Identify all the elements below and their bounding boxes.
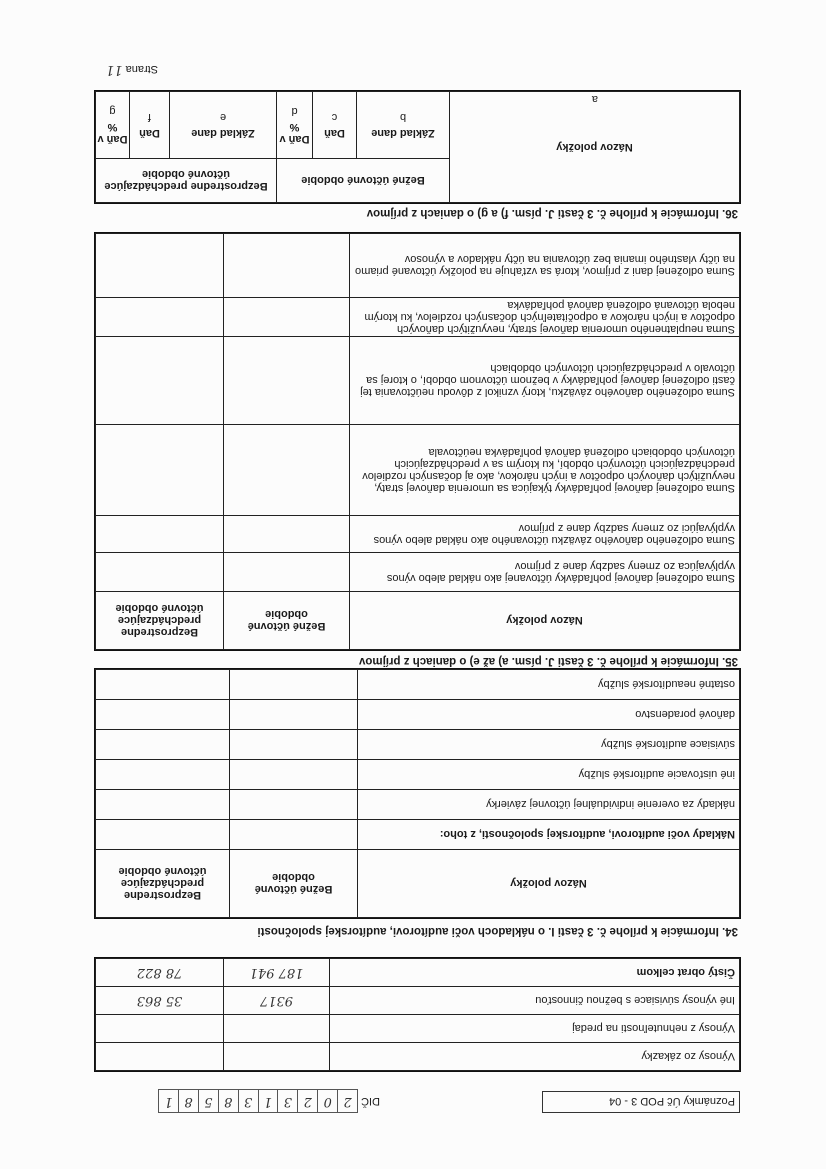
- table-row: [96, 790, 740, 820]
- subheader-label: Daň: [139, 127, 160, 139]
- current-value-cell[interactable]: [230, 730, 358, 760]
- row-label: Výnosy z nehnuteľnosti na predaj: [330, 1015, 740, 1043]
- current-value-cell[interactable]: [230, 760, 358, 790]
- previous-value-cell[interactable]: [96, 670, 230, 700]
- revenue-table: [95, 958, 740, 1071]
- table-row: [96, 670, 740, 700]
- dic-digit: 1: [258, 1089, 279, 1113]
- row-label: Suma odloženého daňového záväzku, ktorý vznikol z dôvodu neúčtovania tej časti odloženej daňovej pohľadávky v bežnom účtovnom období, o ktorej sa účtovalo v predchádzajúcich účtovných obdobiach: [350, 337, 740, 425]
- previous-value-cell[interactable]: [96, 730, 230, 760]
- previous-value-cell[interactable]: [96, 516, 224, 553]
- table-row: [96, 760, 740, 790]
- dic-label: DIČ: [361, 1095, 380, 1107]
- current-value-cell[interactable]: [224, 553, 350, 592]
- row-label: iné uisťovacie audítorské služby: [358, 760, 740, 790]
- col-header-name-label: Názov položky: [556, 141, 633, 153]
- previous-value-cell[interactable]: [96, 760, 230, 790]
- current-value-cell[interactable]: 187 941: [224, 959, 330, 987]
- dic-field: [159, 1089, 380, 1113]
- subheader-label: Daň v %: [279, 121, 310, 145]
- row-label: Suma odloženej dani z príjmov, ktorá sa vzťahuje na položky účtované priamo na účty vlastného imania bez účtovania na účty nákladov a výnosov: [350, 234, 740, 298]
- current-value-cell[interactable]: [230, 790, 358, 820]
- subheader-tax: [130, 92, 170, 159]
- previous-value-cell[interactable]: [96, 337, 224, 425]
- previous-value-cell[interactable]: [96, 1043, 224, 1071]
- subheader-rate: [277, 92, 313, 159]
- column-letter: e: [219, 111, 227, 123]
- column-letter: d: [291, 105, 298, 117]
- current-value-cell[interactable]: [224, 337, 350, 425]
- row-label: Suma odloženej daňovej pohľadávky týkajúca sa umorenia daňovej straty, nevyužitých daňových odpočtov a iných nárokov, ako aj dočasných rozdielov predchádzajúcich účtovných období, ku ktorým sa v predchádzajúcich účtovných obdobiach odložená daňová pohľadávka neúčtovala: [350, 425, 740, 516]
- column-letter-a: a: [591, 93, 598, 105]
- subheader-label: Základ dane: [371, 127, 435, 139]
- dic-digit: 2: [297, 1089, 318, 1113]
- col-header-name: Názov položky: [350, 592, 740, 650]
- column-letter: g: [109, 105, 116, 117]
- section-35-title: 35. Informácie k prílohe č. 3 časti J. písm. a) až e) o daniach z príjmov: [359, 655, 738, 667]
- table-row: [96, 1043, 740, 1071]
- previous-value-cell[interactable]: [96, 790, 230, 820]
- column-letter: f: [147, 111, 152, 123]
- subheader-tax: [313, 92, 357, 159]
- row-label: Náklady voči audítorovi, audítorskej spoločnosti, z toho:: [358, 820, 740, 850]
- current-value-cell[interactable]: [224, 425, 350, 516]
- row-label: ostatné neaudítorské služby: [358, 670, 740, 700]
- table-row: [96, 298, 740, 337]
- table-row: [96, 553, 740, 592]
- table-header-row: [96, 850, 740, 918]
- current-value-cell[interactable]: 9317: [224, 987, 330, 1015]
- table-row: [96, 516, 740, 553]
- section-34-title: 34. Informácie k prílohe č. 3 časti I. o nákladoch voči audítorovi, audítorskej spoločnosti: [257, 925, 738, 937]
- table-row: [96, 1015, 740, 1043]
- previous-value-cell[interactable]: [96, 234, 224, 298]
- page-label: Strana: [125, 63, 158, 75]
- table-row: [96, 337, 740, 425]
- col-header-name: [450, 92, 740, 203]
- current-value-cell[interactable]: [224, 234, 350, 298]
- current-value-cell[interactable]: [230, 700, 358, 730]
- subheader-label: Daň: [324, 127, 345, 139]
- previous-value-cell[interactable]: [96, 820, 230, 850]
- row-label: Suma odloženej daňovej pohľadávky účtovanej ako náklad alebo výnos vyplývajúca zo zmeny sadzby dane z príjmov: [350, 553, 740, 592]
- row-label: Suma odloženého daňového záväzku účtovaného ako náklad alebo výnos vyplývajúci zo zmeny sadzby dane z príjmov: [350, 516, 740, 553]
- dic-digit: 2: [337, 1089, 358, 1113]
- column-letter: b: [399, 111, 407, 123]
- column-letter: c: [331, 111, 338, 123]
- previous-value-cell[interactable]: [96, 700, 230, 730]
- col-header-previous: Bezprostredne predchádzajúce účtovné obdobie: [95, 159, 276, 203]
- table-row: [96, 234, 740, 298]
- current-value-cell[interactable]: [224, 1043, 330, 1071]
- subheader-label: Daň v %: [97, 121, 128, 145]
- form-label-box: [542, 1091, 740, 1113]
- row-label: súvisiace audítorské služby: [358, 730, 740, 760]
- dic-digit: 1: [158, 1089, 179, 1113]
- section-34-table: [95, 669, 740, 918]
- dic-digit: 0: [317, 1089, 338, 1113]
- current-value-cell[interactable]: [224, 298, 350, 337]
- previous-value-cell[interactable]: [96, 553, 224, 592]
- previous-value-cell[interactable]: [96, 1015, 224, 1043]
- table-header-row: [95, 159, 739, 203]
- row-label: Čistý obrat celkom: [330, 959, 740, 987]
- subheader-base: [170, 92, 277, 159]
- previous-value-cell[interactable]: [96, 425, 224, 516]
- row-label: daňové poradenstvo: [358, 700, 740, 730]
- table-row: [96, 730, 740, 760]
- subheader-rate: [95, 92, 129, 159]
- current-value-cell[interactable]: [230, 820, 358, 850]
- table-row: [96, 987, 740, 1015]
- section-35-table: [95, 233, 740, 650]
- table-row: [96, 700, 740, 730]
- col-header-current: Bežné účtovné obdobie: [224, 592, 350, 650]
- row-label: Suma neuplatneného umorenia daňovej straty, nevyužitých daňových odpočtov a iných nárokov a odpočítateľných dočasných rozdielov, ku ktorým nebola účtovaná odložená daňová pohľadávka: [350, 298, 740, 337]
- previous-value-cell[interactable]: 78 822: [96, 959, 224, 987]
- previous-value-cell[interactable]: 35 863: [96, 987, 224, 1015]
- row-label: Iné výnosy súvisiace s bežnou činnosťou: [330, 987, 740, 1015]
- dic-digit: 3: [277, 1089, 298, 1113]
- dic-digit: 3: [238, 1089, 259, 1113]
- page-number-value: 11: [105, 62, 123, 77]
- table-row: [96, 820, 740, 850]
- row-label: Výnosy zo zákazky: [330, 1043, 740, 1071]
- table-row: [96, 425, 740, 516]
- current-value-cell[interactable]: [224, 1015, 330, 1043]
- row-label: náklady za overenie individuálnej účtovnej závierky: [358, 790, 740, 820]
- subheader-base: [357, 92, 450, 159]
- section-36-title: 36. Informácie k prílohe č. 3 časti J. písm. f) a g) o daniach z príjmov: [366, 207, 738, 219]
- section-36-table: [95, 91, 740, 203]
- table-header-row: [96, 592, 740, 650]
- table-row: [96, 959, 740, 987]
- col-header-previous: Bezprostredne predchádzajúce účtovné obdobie: [96, 592, 224, 650]
- dic-digit: 5: [198, 1089, 219, 1113]
- dic-digit: 8: [178, 1089, 199, 1113]
- current-value-cell[interactable]: [224, 516, 350, 553]
- current-value-cell[interactable]: [230, 670, 358, 700]
- form-label: Poznámky Úč POD 3 - 04: [609, 1095, 735, 1107]
- page-number: [106, 62, 158, 77]
- col-header-name: Názov položky: [358, 850, 740, 918]
- col-header-current: Bežné účtovné obdobie: [277, 159, 450, 203]
- previous-value-cell[interactable]: [96, 298, 224, 337]
- dic-digit: 8: [218, 1089, 239, 1113]
- col-header-previous: Bezprostredne predchádzajúce účtovné obdobie: [96, 850, 230, 918]
- col-header-current: Bežné účtovné obdobie: [230, 850, 358, 918]
- subheader-label: Základ dane: [191, 127, 255, 139]
